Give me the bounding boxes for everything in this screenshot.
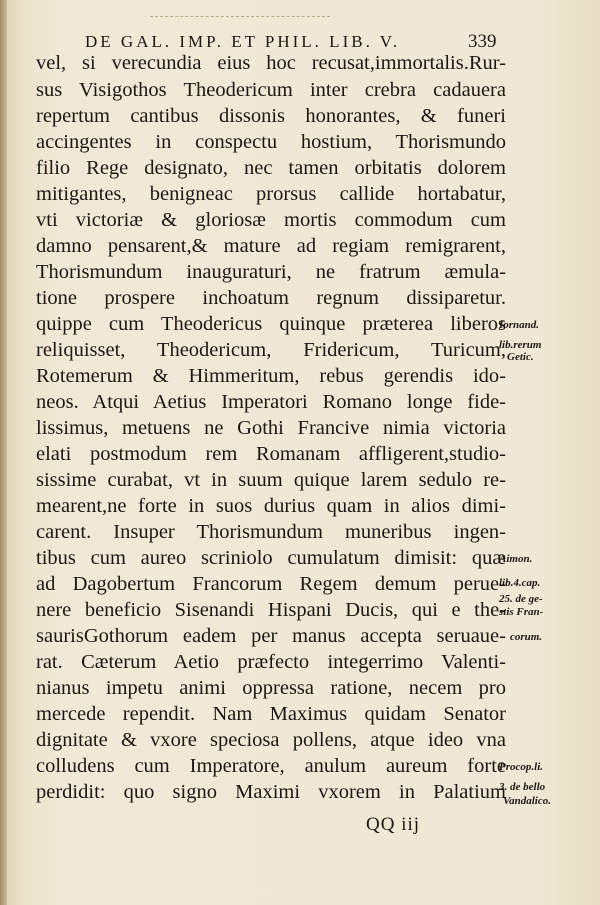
text-line: nianus impetu animi oppressa ratione, necem pro xyxy=(36,677,506,699)
text-line: mitigantes, benigneac prorsus callide hortabatur, xyxy=(36,183,506,205)
text-line: carent. Insuper Thorismundum muneribus ingen- xyxy=(36,521,506,543)
running-head: DE GAL. IMP. ET PHIL. LIB. V. xyxy=(85,32,401,51)
margin-note: Getic. xyxy=(507,351,534,363)
text-line: vti victoriæ & gloriosæ mortis commodum cum xyxy=(36,209,506,231)
text-line: nere beneficio Sisenandi Hispani Ducis, qui e the- xyxy=(36,599,506,621)
text-line: vel, si verecundia eius hoc recusat,immortalis.Rur- xyxy=(36,52,506,74)
margin-note: Aimon. xyxy=(499,553,533,565)
text-line: dignitate & vxore speciosa pollens, atque ideo vna xyxy=(36,729,506,751)
margin-note: Procop.li. xyxy=(499,761,543,773)
text-line: Rotemerum & Himmeritum, rebus gerendis ido- xyxy=(36,365,506,387)
signature-mark: QQ iij xyxy=(366,814,421,835)
text-line: sus Visigothos Theodericum inter crebra cadauera xyxy=(36,79,506,101)
text-line: tibus cum aureo scriniolo cumulatum dimisit: quæ xyxy=(36,547,506,569)
text-line: mercede rependit. Nam Maximus quidam Senator xyxy=(36,703,506,725)
margin-note: Vandalico. xyxy=(503,795,551,807)
text-line: quippe cum Theodericus quinque præterea liberos xyxy=(36,313,506,335)
text-line: Thorismundum inauguraturi, ne fratrum æmula- xyxy=(36,261,506,283)
margin-note: corum. xyxy=(510,631,543,643)
text-line: repertum cantibus dissonis honorantes, & funeri xyxy=(36,105,506,127)
margin-note: Iornand. xyxy=(499,319,540,331)
margin-note: lib.4.cap. xyxy=(499,577,541,589)
page-spine-shadow xyxy=(0,0,7,905)
margin-note: 25. de ge- xyxy=(499,593,543,605)
text-line: accingentes in conspectu hostium, Thorismundo xyxy=(36,131,506,153)
text-line: filio Rege designato, nec tamen orbitatis dolorem xyxy=(36,157,506,179)
text-line: sissime curabat, vt in suum quique larem sedulo re- xyxy=(36,469,506,491)
page-number: 339 xyxy=(468,31,497,52)
top-dashed-rule xyxy=(150,16,330,18)
text-line: neos. Atqui Aetius Imperatori Romano longe fide- xyxy=(36,391,506,413)
text-line: saurisGothorum eadem per manus accepta seruaue- xyxy=(36,625,506,647)
text-line: mearent,ne forte in suos durius quam in alios dimi- xyxy=(36,495,506,517)
text-line: colludens cum Imperatore, anulum aureum forte xyxy=(36,755,506,777)
text-line: perdidit: quo signo Maximi vxorem in Palatium xyxy=(36,781,506,803)
margin-note: stis Fran- xyxy=(499,606,544,618)
text-line: ad Dagobertum Francorum Regem demum perue- xyxy=(36,573,506,595)
text-line: lissimus, metuens ne Gothi Francive nimia victoria xyxy=(36,417,506,439)
text-line: damno pensarent,& mature ad regiam remigrarent, xyxy=(36,235,506,257)
margin-note: 3. de bello xyxy=(499,781,546,793)
text-line: rat. Cæterum Aetio præfecto integerrimo Valenti- xyxy=(36,651,506,673)
text-line: elati postmodum rem Romanam affligerent,studio- xyxy=(36,443,506,465)
text-line: tione prospere inchoatum regnum dissiparetur. xyxy=(36,287,506,309)
text-line: reliquisset, Theodericum, Fridericum, Turicum, xyxy=(36,339,506,361)
margin-note: lib.rerum xyxy=(499,339,542,351)
